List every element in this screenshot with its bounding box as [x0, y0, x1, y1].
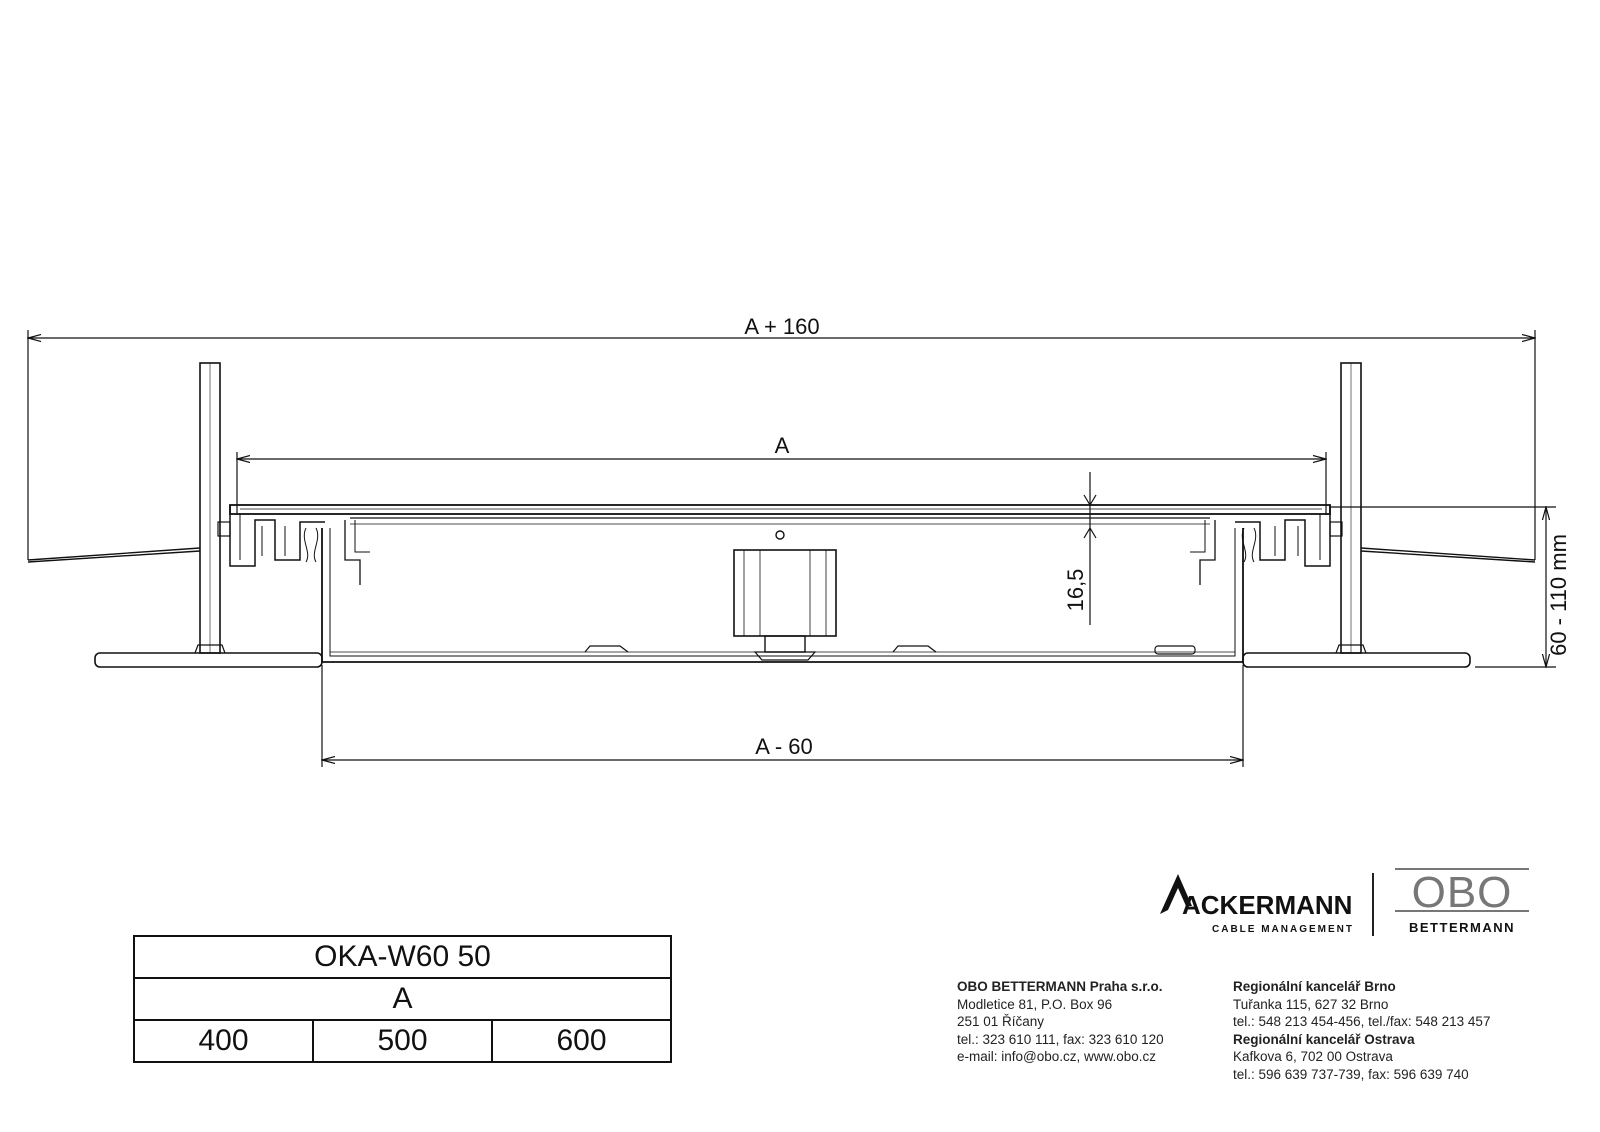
spec-table — [133, 935, 672, 1063]
right-base-plate — [1243, 653, 1470, 667]
dim-label-bottom: A - 60 — [755, 734, 813, 759]
dim-label-frame-height: 16,5 — [1063, 568, 1088, 612]
ostrava-office-title: Regionální kancelář Ostrava — [1233, 1031, 1415, 1047]
dim-label-overall: A + 160 — [744, 314, 820, 339]
table-variable-label: A — [134, 978, 671, 1020]
obo-logo — [1393, 866, 1531, 942]
ostrava-phone: tel.: 596 639 737-739, fax: 596 639 740 — [1233, 1066, 1469, 1082]
ackermann-tagline: CABLE MANAGEMENT — [1212, 924, 1354, 935]
email-line: e-mail: info@obo.cz, www.obo.cz — [957, 1049, 1157, 1064]
contact-regional — [1233, 978, 1490, 1083]
address-line: Modletice 81, P.O. Box 96 — [957, 996, 1113, 1012]
table-value: 500 — [313, 1020, 492, 1062]
phone-line: tel.: 323 610 111, fax: 323 610 120 — [957, 1031, 1164, 1047]
obo-tagline: BETTERMANN — [1409, 920, 1515, 935]
contact-praha — [957, 978, 1164, 1066]
table-product-name: OKA-W60 50 — [134, 936, 671, 978]
dim-label-total-height: 60 - 110 mm — [1546, 534, 1571, 656]
address-line: 251 01 Říčany — [957, 1014, 1045, 1029]
brno-address: Tuřanka 115, 627 32 Brno — [1233, 996, 1389, 1012]
ackermann-wordmark: ACKERMANN — [1182, 890, 1353, 920]
ostrava-address: Kafkova 6, 702 00 Ostrava — [1233, 1049, 1393, 1064]
company-name: OBO BETTERMANN Praha s.r.o. — [957, 979, 1163, 994]
obo-wordmark: OBO — [1411, 868, 1513, 917]
brno-office-title: Regionální kancelář Brno — [1233, 979, 1396, 994]
dim-label-inner: A — [774, 433, 790, 458]
left-base-plate — [95, 653, 322, 667]
ackermann-logo — [1158, 870, 1358, 938]
table-value: 400 — [134, 1020, 313, 1062]
table-value: 600 — [492, 1020, 671, 1062]
center-support — [734, 550, 836, 636]
logo-divider — [1372, 873, 1374, 936]
brno-phone: tel.: 548 213 454-456, tel./fax: 548 213 457 — [1233, 1014, 1491, 1029]
